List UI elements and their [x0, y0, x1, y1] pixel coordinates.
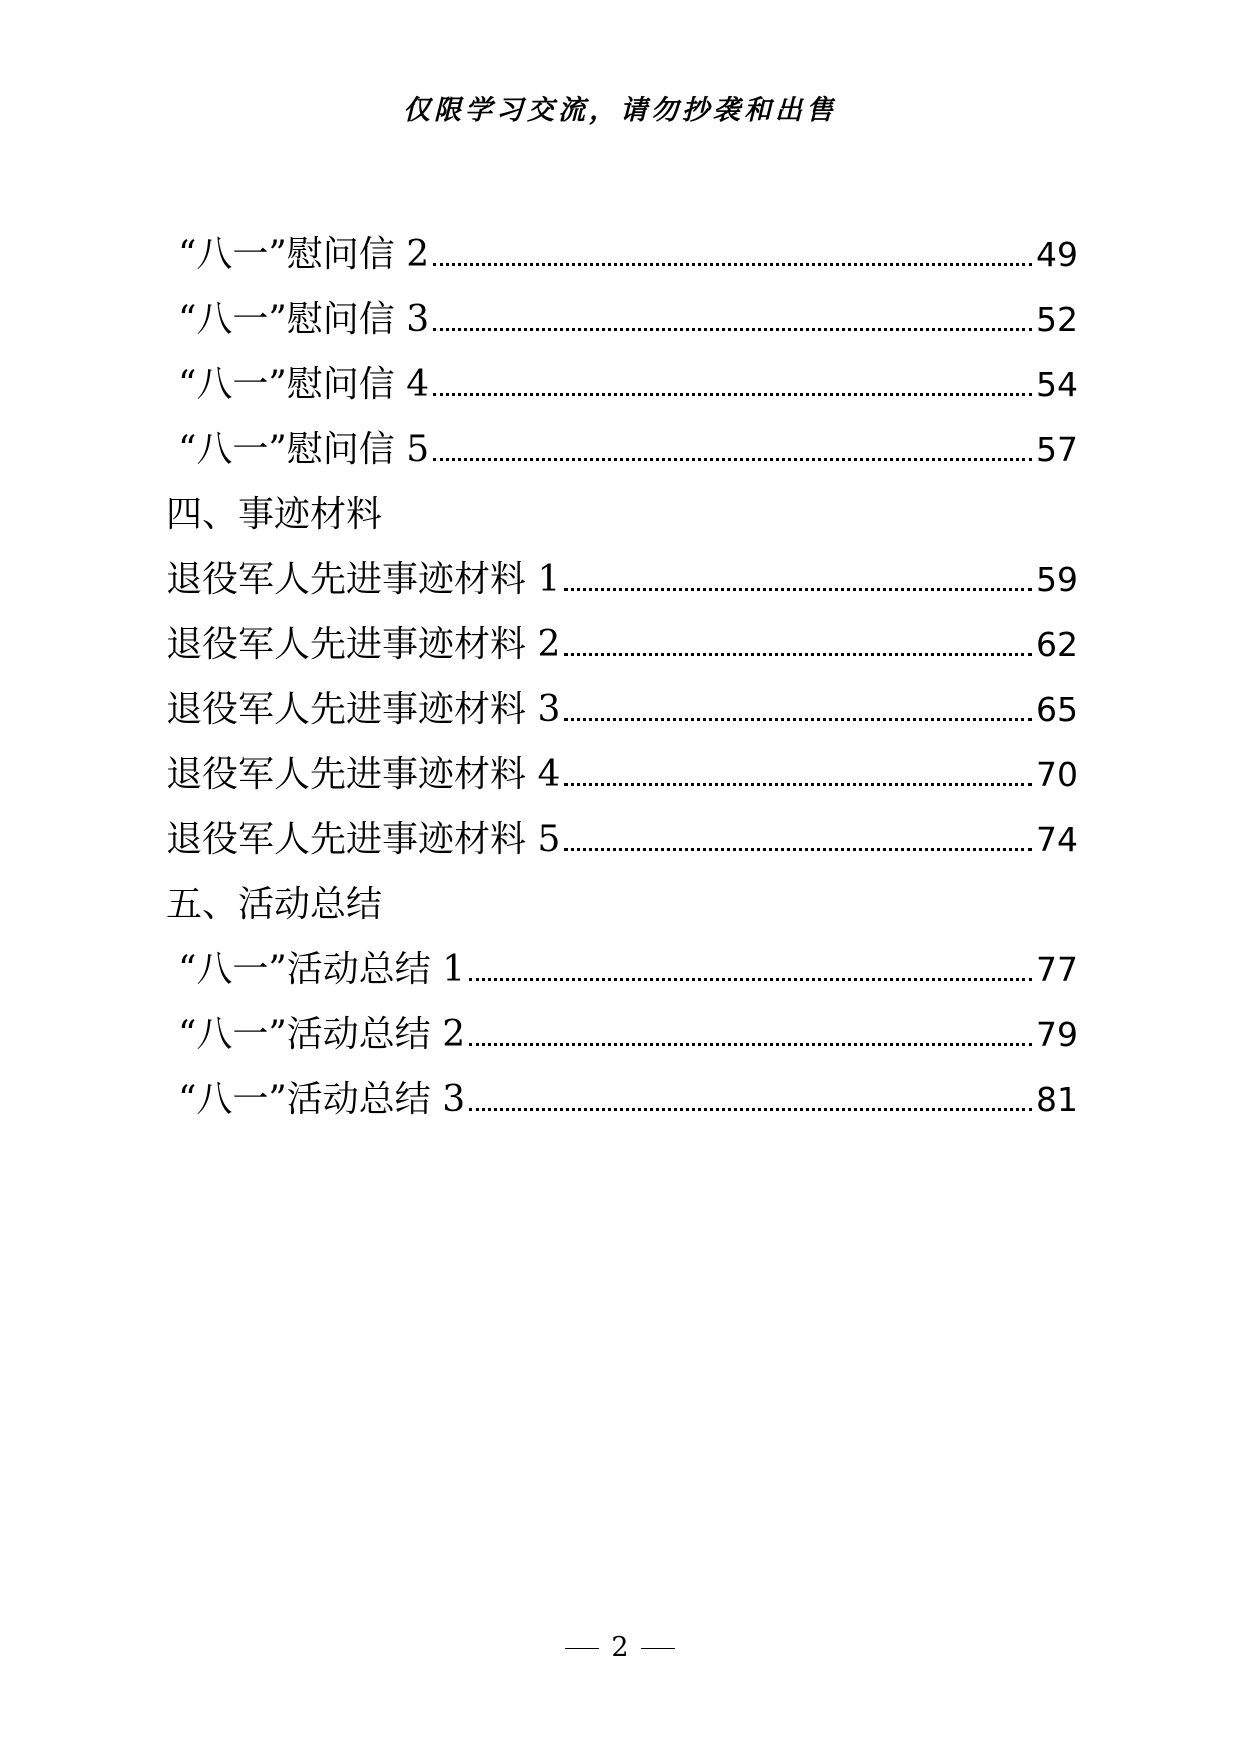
toc-entry-title: “八一”活动总结 1 [178, 949, 466, 990]
page-footer [0, 1632, 1240, 1663]
toc-entry-title: 退役军人先进事迹材料 3 [166, 689, 561, 730]
page-header-notice: 仅限学习交流，请勿抄袭和出售 [403, 95, 837, 126]
toc-entry-page: 54 [1036, 365, 1078, 404]
toc-entry-title: 退役军人先进事迹材料 2 [166, 624, 561, 665]
toc-entry-title: “八一”活动总结 2 [178, 1014, 466, 1055]
toc-entry[interactable] [166, 1002, 1078, 1067]
toc-dot-leader [433, 393, 1032, 396]
toc-entry-page: 77 [1036, 950, 1078, 989]
toc-dot-leader [564, 848, 1032, 851]
toc-entry-page: 49 [1036, 235, 1078, 274]
toc-entry[interactable] [166, 677, 1078, 742]
toc-dot-leader [564, 588, 1032, 591]
toc-dot-leader [469, 978, 1032, 981]
toc-entry-page: 62 [1036, 625, 1078, 664]
toc-entry[interactable] [166, 807, 1078, 872]
toc-entry-title: 退役军人先进事迹材料 4 [166, 754, 561, 795]
toc-entry-title: 退役军人先进事迹材料 1 [166, 559, 561, 600]
toc-section-heading [166, 872, 1078, 937]
toc-entry[interactable] [166, 222, 1078, 287]
toc-entry-page: 57 [1036, 430, 1078, 469]
toc-entry-page: 81 [1036, 1080, 1078, 1119]
footer-dash-left [565, 1648, 599, 1649]
toc-entry[interactable] [166, 547, 1078, 612]
toc-dot-leader [564, 653, 1032, 656]
toc-entry-title: “八一”慰问信 3 [178, 299, 430, 340]
toc-entry-page: 65 [1036, 690, 1078, 729]
toc-entry[interactable] [166, 937, 1078, 1002]
toc-entry-title: “八一”慰问信 2 [178, 234, 430, 275]
toc-entry-title: 退役军人先进事迹材料 5 [166, 819, 561, 860]
toc-entry[interactable] [166, 417, 1078, 482]
toc-entry-title: “八一”慰问信 5 [178, 429, 430, 470]
toc-dot-leader [469, 1108, 1032, 1111]
toc-dot-leader [433, 328, 1032, 331]
toc-entry-page: 74 [1036, 820, 1078, 859]
toc-section-heading [166, 482, 1078, 547]
toc-entry[interactable] [166, 352, 1078, 417]
page-number: 2 [611, 1632, 629, 1663]
toc-section-title: 五、活动总结 [166, 884, 383, 925]
toc-entry[interactable] [166, 742, 1078, 807]
table-of-contents [166, 222, 1078, 1132]
toc-entry[interactable] [166, 287, 1078, 352]
toc-dot-leader [433, 458, 1032, 461]
toc-dot-leader [469, 1043, 1032, 1046]
toc-entry-title: “八一”慰问信 4 [178, 364, 430, 405]
toc-section-title: 四、事迹材料 [166, 494, 383, 535]
toc-entry[interactable] [166, 1067, 1078, 1132]
toc-entry-page: 79 [1036, 1015, 1078, 1054]
toc-entry-page: 59 [1036, 560, 1078, 599]
toc-entry[interactable] [166, 612, 1078, 677]
toc-entry-title: “八一”活动总结 3 [178, 1079, 466, 1120]
toc-dot-leader [564, 718, 1032, 721]
toc-entry-page: 70 [1036, 755, 1078, 794]
toc-dot-leader [433, 263, 1032, 266]
toc-entry-page: 52 [1036, 300, 1078, 339]
footer-dash-right [641, 1648, 675, 1649]
toc-dot-leader [564, 783, 1032, 786]
